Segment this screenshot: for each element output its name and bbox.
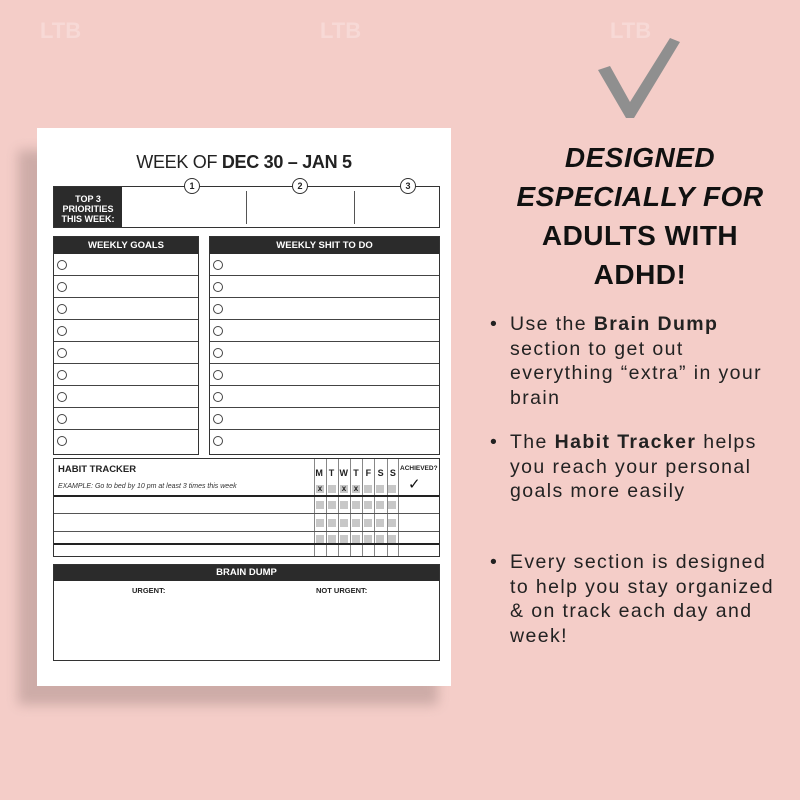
habit-grid-line: [374, 459, 375, 556]
habit-tracker: [53, 458, 440, 557]
habit-square: [328, 485, 336, 493]
habit-square: [352, 519, 360, 527]
habit-row-line: [54, 531, 439, 532]
list-item: [210, 298, 439, 320]
habit-square: [328, 535, 336, 543]
list-item: [210, 364, 439, 386]
day-label: T: [353, 468, 359, 478]
week-range: DEC 30 – JAN 5: [221, 152, 352, 172]
priority-divider: [246, 191, 247, 224]
habit-grid-line: [362, 459, 363, 556]
watermark: LTB: [320, 18, 362, 43]
achieved-label: ACHIEVED?: [400, 465, 438, 472]
habit-square: [340, 501, 348, 509]
circle-icon: [213, 304, 223, 314]
habit-square: [316, 519, 324, 527]
list-item: [54, 298, 198, 320]
circle-icon: [57, 370, 67, 380]
bullet-dot: •: [490, 313, 499, 335]
list-item: [54, 364, 198, 386]
habit-row-line: [54, 513, 439, 514]
circle-icon: [57, 436, 67, 446]
bullet-bold: Habit Tracker: [554, 431, 697, 453]
priority-number-3: 3: [400, 178, 416, 194]
list-item: [54, 342, 198, 364]
circle-icon: [213, 326, 223, 336]
habit-square: [340, 519, 348, 527]
list-item: [54, 430, 198, 452]
habit-row-line: [54, 495, 439, 497]
list-item: [54, 320, 198, 342]
habit-square: [352, 535, 360, 543]
list-item: [210, 320, 439, 342]
weekly-todo: [209, 236, 440, 455]
week-title: [37, 152, 451, 173]
bullet-text: Use the: [510, 313, 594, 335]
brain-dump-title: BRAIN DUMP: [54, 565, 439, 581]
habit-square: [376, 485, 384, 493]
circle-icon: [213, 370, 223, 380]
priority-number-2: 2: [292, 178, 308, 194]
day-label: M: [315, 468, 323, 478]
list-item: [210, 408, 439, 430]
circle-icon: [213, 348, 223, 358]
habit-square: [388, 501, 396, 509]
checkmark-icon: [596, 32, 682, 122]
day-label: S: [377, 468, 384, 478]
habit-grid-line: [338, 459, 339, 556]
circle-icon: [213, 436, 223, 446]
circle-icon: [57, 304, 67, 314]
weekly-todo-title: WEEKLY SHIT TO DO: [210, 237, 439, 254]
weekly-goals: [53, 236, 199, 455]
circle-icon: [213, 392, 223, 402]
priority-number-1: 1: [184, 178, 200, 194]
habit-grid-line: [350, 459, 351, 556]
list-item: [210, 386, 439, 408]
list-item: [54, 276, 198, 298]
day-label: T: [328, 468, 335, 478]
list-item: [54, 254, 198, 276]
urgent-label: URGENT:: [132, 586, 166, 595]
habit-square: x: [317, 484, 323, 493]
headline-line-1: DESIGNED: [564, 142, 716, 173]
headline-line-4: ADHD!: [593, 259, 687, 290]
habit-square: [328, 501, 336, 509]
week-prefix: WEEK OF: [136, 152, 218, 172]
habit-square: [364, 485, 372, 493]
habit-row-line: [54, 543, 439, 545]
day-label: S: [389, 468, 396, 478]
habit-square: x: [341, 484, 347, 493]
circle-icon: [57, 282, 67, 292]
circle-icon: [213, 282, 223, 292]
top-priorities: [53, 181, 440, 228]
check-icon: ✓: [408, 476, 421, 493]
watermark: LTB: [40, 18, 82, 43]
day-label: W: [339, 468, 348, 478]
bullet-dot: •: [490, 431, 499, 453]
list-item: [210, 430, 439, 452]
habit-square: [364, 519, 372, 527]
priority-divider: [354, 191, 355, 224]
weekly-goals-title: WEEKLY GOALS: [54, 237, 198, 254]
habit-square: [376, 519, 384, 527]
bullet-text: helps you reach your personal goals more easily: [510, 431, 757, 502]
habit-square: [388, 485, 396, 493]
circle-icon: [213, 260, 223, 270]
headline-line-3: ADULTS WITH: [541, 220, 739, 251]
habit-square: [388, 519, 396, 527]
habit-square: [316, 535, 324, 543]
bullet-text: Every section is designed to help you stay organized & on track each day and week!: [510, 551, 775, 647]
headline-line-2: ESPECIALLY FOR: [516, 181, 764, 212]
circle-icon: [57, 392, 67, 402]
not-urgent-label: NOT URGENT:: [316, 586, 368, 595]
habit-grid-line: [314, 459, 315, 556]
bullet-text: The: [510, 431, 555, 453]
list-item: [54, 408, 198, 430]
habit-square: x: [353, 484, 359, 493]
priorities-label: TOP 3 PRIORITIES THIS WEEK:: [54, 187, 122, 227]
habit-example: EXAMPLE: Go to bed by 10 pm at least 3 times this week: [58, 483, 237, 490]
circle-icon: [57, 414, 67, 424]
habit-square: [376, 501, 384, 509]
list-item: [210, 254, 439, 276]
bullet-dot: •: [490, 551, 499, 573]
habit-square: [388, 535, 396, 543]
day-label: F: [365, 468, 372, 478]
circle-icon: [57, 260, 67, 270]
habit-square: [364, 501, 372, 509]
bullet-every-section: [490, 550, 790, 648]
habit-square: [328, 519, 336, 527]
habit-grid-line: [398, 459, 399, 556]
list-item: [210, 276, 439, 298]
watermark: LTB: [610, 18, 652, 43]
list-item: [210, 342, 439, 364]
bullet-brain-dump: [490, 312, 790, 410]
habit-square: [364, 535, 372, 543]
list-item: [54, 386, 198, 408]
bullet-habit-tracker: [490, 430, 790, 504]
habit-square: [316, 501, 324, 509]
bullet-text: section to get out everything “extra” in your brain: [510, 337, 763, 409]
headline: [490, 138, 790, 294]
habit-square: [376, 535, 384, 543]
brain-dump: [53, 564, 440, 661]
habit-grid-line: [326, 459, 327, 556]
habit-square: [340, 535, 348, 543]
bullet-bold: Brain Dump: [593, 313, 719, 335]
planner-sheet: [37, 128, 451, 686]
habit-tracker-title: HABIT TRACKER: [58, 464, 137, 475]
circle-icon: [57, 348, 67, 358]
circle-icon: [213, 414, 223, 424]
habit-square: [352, 501, 360, 509]
circle-icon: [57, 326, 67, 336]
